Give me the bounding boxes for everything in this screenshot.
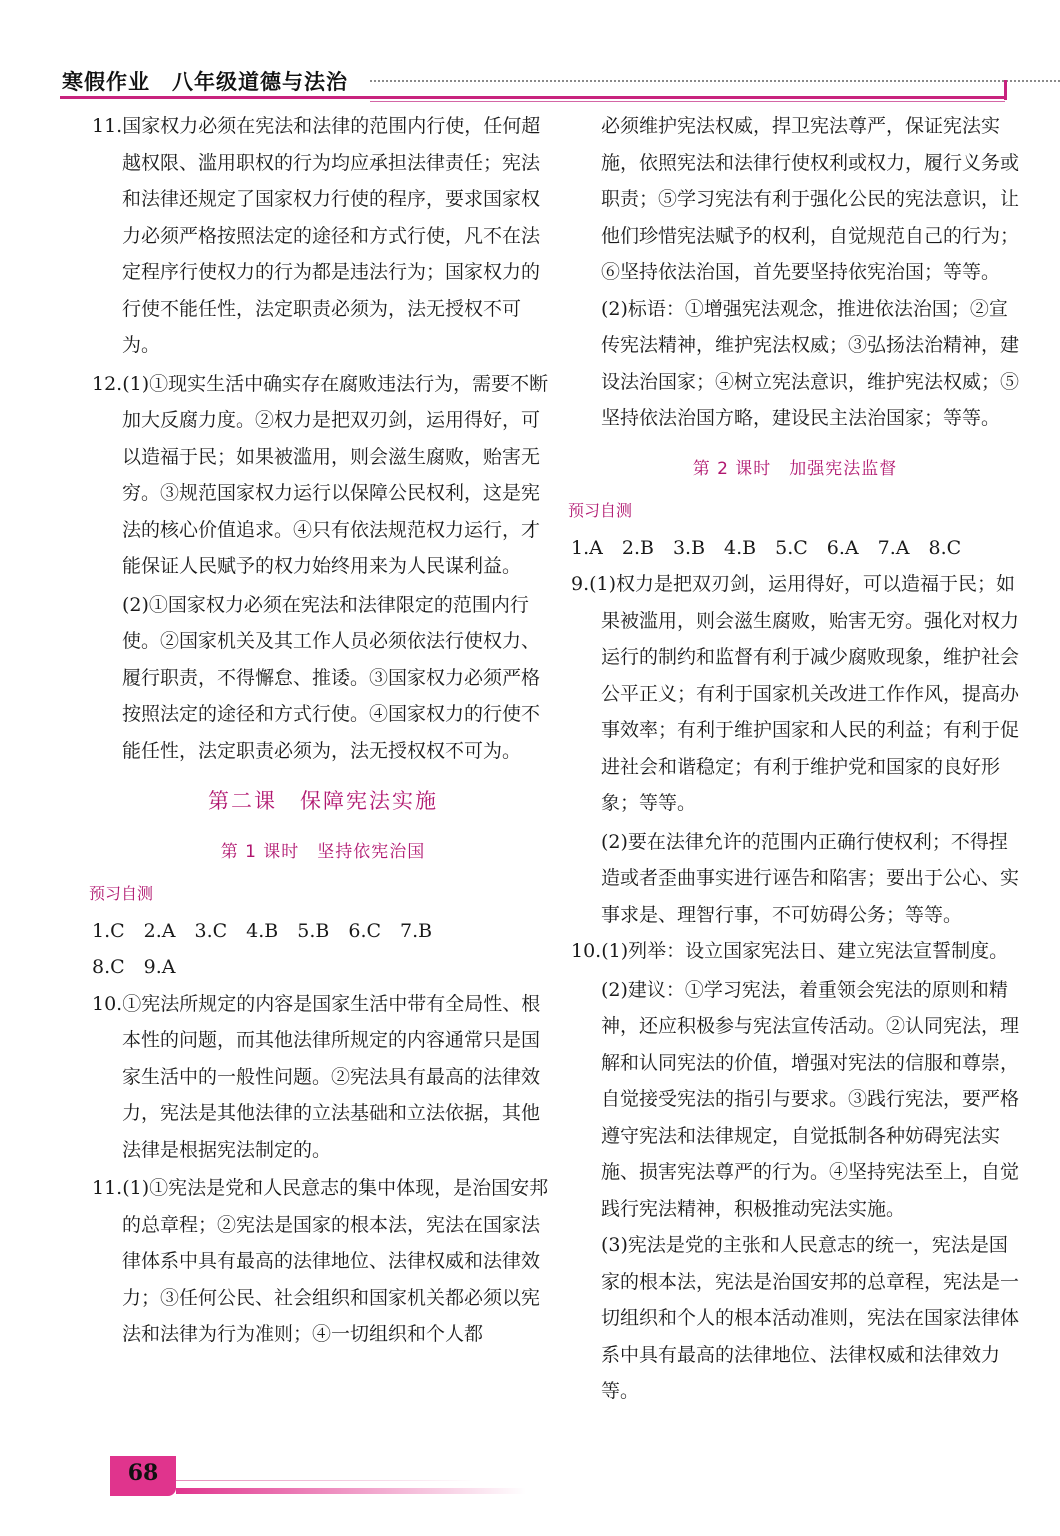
header-dotted-rule	[370, 80, 1060, 82]
header-title: 寒假作业 八年级道德与法治	[62, 70, 348, 94]
left-column	[89, 108, 554, 1355]
answer-11-1-cont: 必须维护宪法权威，捍卫宪法尊严，保证宪法实施，依照宪法和法律行使权利或权力，履行义务或职责；⑤学习宪法有利于强化公民的宪法意识，让他们珍惜宪法赋予的权利，自觉规范自己的行为；⑥坚持依法治国，首先要坚持依宪治国；等等。	[601, 115, 1020, 283]
section-1-title: 第 1 课时 坚持依宪治国	[220, 841, 426, 862]
footer-thin-rule	[176, 1480, 476, 1481]
section-2-title: 第 2 课时 加强宪法监督	[692, 458, 898, 479]
answer-9-1: 9.(1)权力是把双刃剑，运用得好，可以造福于民；如果被滥用，则会滋生腐败，贻害无穷。强化对权力运行的制约和监督有利于减少腐败现象，维护社会公平正义；有利于国家机关改进工作作风，提高办事效率；有利于维护国家和人民的利益；有利于促进社会和谐稳定；有利于维护党和国家的良好形象；等等。	[571, 573, 1020, 814]
lesson-title: 第二课 保障宪法实施	[208, 789, 438, 813]
answer-12-1: 12.(1)①现实生活中确实存在腐败违法行为，需要不断加大反腐力度。②权力是把双刃剑，运用得好，可以造福于民；如果被滥用，则会滋生腐败，贻害无穷。③规范国家权力运行以保障公民权利，这是宪法的核心价值追求。④只有依法规范权力运行，才能保证人民赋予的权力始终用来为人民谋利益。	[92, 372, 549, 577]
answer-12-2: (2)①国家权力必须在宪法和法律限定的范围内行使。②国家机关及其工作人员必须依法行使权力、履行职责，不得懈怠、推诿。③国家权力必须严格按照法定的途径和方式行使。④国家权力的行使不能任性，法定职责必须为，法无授权权不可为。	[122, 593, 541, 762]
section-2-tag: 预习自测	[568, 501, 633, 520]
mc-answers-line-1: 1.C 2.A 3.C 4.B 5.B 6.C 7.B	[92, 919, 433, 942]
mc-answers-right: 1.A 2.B 3.B 4.B 5.C 6.A 7.A 8.C	[571, 536, 962, 559]
answer-10: 10.①宪法所规定的内容是国家生活中带有全局性、根本性的问题，而其他法律所规定的内容通常只是国家生活中的一般性问题。②宪法具有最高的法律效力，宪法是其他法律的立法基础和立法依据，其他法律是根据宪法制定的。	[92, 992, 541, 1161]
answer-10-1: 10.(1)列举：设立国家宪法日、建立宪法宣誓制度。	[571, 940, 1009, 962]
section-1-tag: 预习自测	[89, 884, 154, 903]
answer-11-1: 11.(1)①宪法是党和人民意志的集中体现，是治国安邦的总章程；②宪法是国家的根本法，宪法在国家法律体系中具有最高的法律地位、法律权威和法律效力；③任何公民、社会组织和国家机关都必须以宪法和法律为行为准则；④一切组织和个人都	[92, 1177, 549, 1345]
header-rule	[60, 96, 1005, 99]
header-thin-rule	[370, 101, 1005, 102]
page-header	[60, 62, 1005, 102]
right-column	[568, 108, 1020, 1410]
page-number: 68	[127, 1460, 159, 1486]
answer-10-2: (2)建议：①学习宪法，着重领会宪法的原则和精神，还应积极参与宪法宣传活动。②认同宪法，理解和认同宪法的价值，增强对宪法的信服和尊崇，自觉接受宪法的指引与要求。③践行宪法，要严格遵守宪法和法律规定，自觉抵制各种妨碍宪法实施、损害宪法尊严的行为。④坚持宪法至上，自觉践行宪法精神，积极推动宪法实施。	[601, 978, 1020, 1220]
answer-10-3: (3)宪法是党的主张和人民意志的统一，宪法是国家的根本法，宪法是治国安邦的总章程，宪法是一切组织和个人的根本活动准则，宪法在国家法律体系中具有最高的法律地位、法律权威和法律效力等。	[601, 1234, 1020, 1402]
page-number-badge	[110, 1456, 176, 1496]
footer-bar	[176, 1488, 526, 1494]
answer-9-2: (2)要在法律允许的范围内正确行使权利；不得捏造或者歪曲事实进行诬告和陷害；要出于公心、实事求是、理智行事，不可妨碍公务；等等。	[601, 830, 1020, 926]
header-corner-mark	[1004, 80, 1007, 100]
mc-answers-line-2: 8.C 9.A	[92, 956, 176, 978]
answer-11-2: (2)标语：①增强宪法观念，推进依法治国；②宣传宪法精神，维护宪法权威；③弘扬法治精神，建设法治国家；④树立宪法意识，维护宪法权威；⑤坚持依法治国方略，建设民主法治国家；等等。	[601, 297, 1020, 429]
answer-11: 11.国家权力必须在宪法和法律的范围内行使，任何超越权限、滥用职权的行为均应承担法律责任；宪法和法律还规定了国家权力行使的程序，要求国家权力必须严格按照法定的途径和方式行使，凡不在法定程序行使权力的行为都是违法行为；国家权力的行使不能任性，法定职责必须为，法无授权不可为。	[92, 115, 541, 356]
